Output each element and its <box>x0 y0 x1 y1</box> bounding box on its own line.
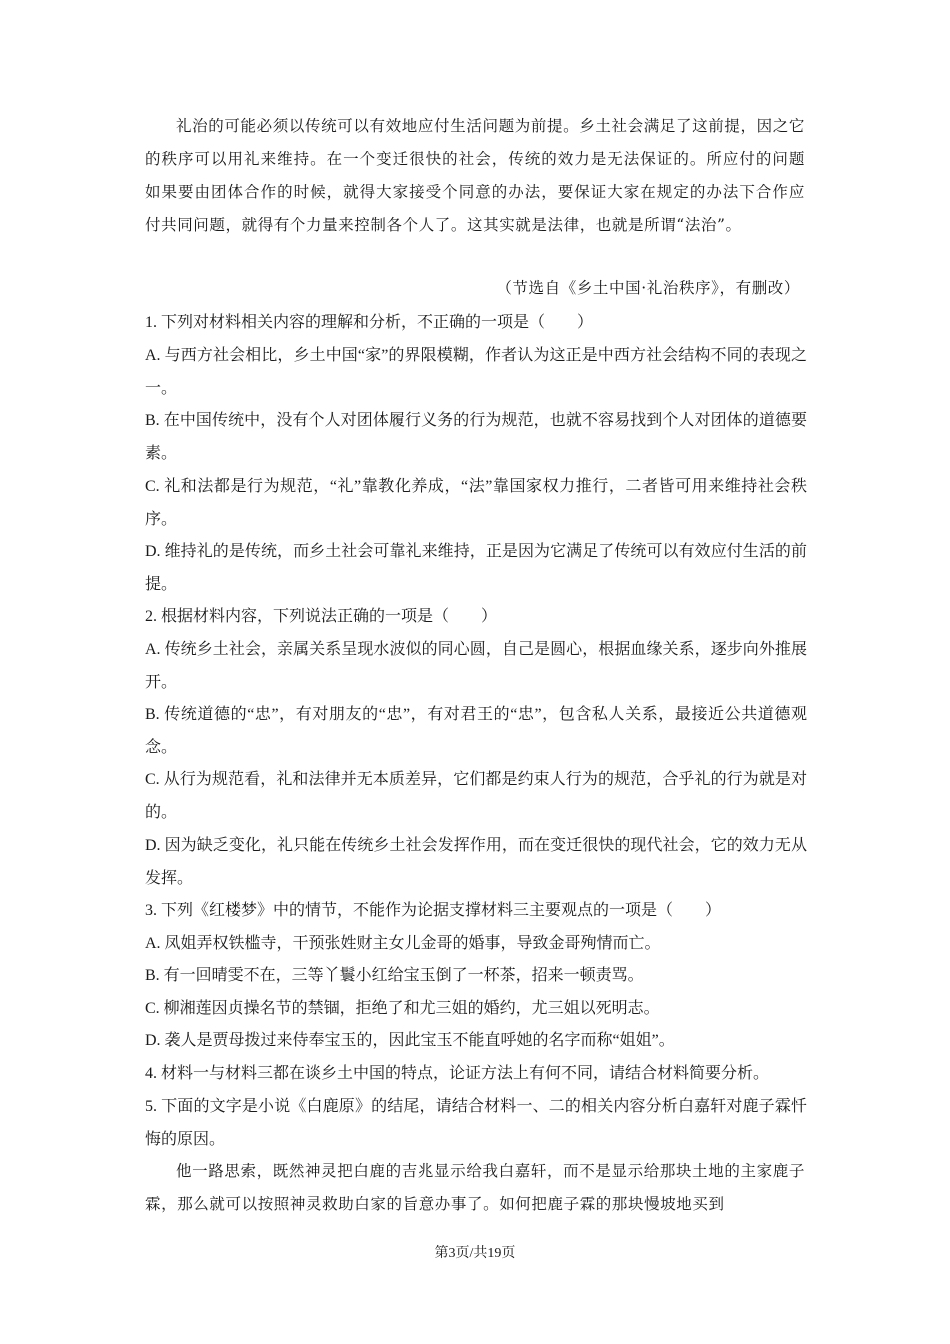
question-3-option-c: C. 柳湘莲因贞操名节的禁锢，拒绝了和尤三姐的婚约，尤三姐以死明志。 <box>145 1000 660 1017</box>
page-footer: 第3页/共19页 <box>434 1246 516 1261</box>
question-4-stem: 4. 材料一与材料三都在谈乡土中国的特点，论证方法上有何不同，请结合材料简要分析。 <box>145 1065 770 1082</box>
question-3-option-b: B. 有一回晴雯不在，三等丫鬟小红给宝玉倒了一杯茶，招来一顿责骂。 <box>145 967 644 984</box>
question-1-option-a: A. 与西方社会相比，乡土中国“家”的界限模糊，作者认为这正是中西方社会结构不同的表现之一。 <box>145 347 807 397</box>
question-2-option-c: C. 从行为规范看，礼和法律并无本质差异，它们都是约束人行为的规范，合乎礼的行为就是对的。 <box>145 771 807 821</box>
question-3-stem: 3. 下列《红楼梦》中的情节，不能作为论据支撑材料三主要观点的一项是（ ） <box>145 902 722 919</box>
question-3-option-d: D. 袭人是贾母拨过来侍奉宝玉的，因此宝玉不能直呼她的名字而称“姐姐”。 <box>145 1032 675 1049</box>
question-3-option-a: A. 凤姐弄权铁槛寺，干预张姓财主女儿金哥的婚事，导致金哥殉情而亡。 <box>145 935 661 952</box>
question-5-stem: 5. 下面的文字是小说《白鹿原》的结尾，请结合材料一、二的相关内容分析白嘉轩对鹿子霖忏悔的原因。 <box>145 1098 807 1148</box>
question-1-option-c: C. 礼和法都是行为规范，“礼”靠教化养成，“法”靠国家权力推行，二者皆可用来维持社会秩序。 <box>145 478 807 528</box>
question-2-stem: 2. 根据材料内容，下列说法正确的一项是（ ） <box>145 608 498 625</box>
passage-paragraph-bottom: 他一路思索，既然神灵把白鹿的吉兆显示给我白嘉轩，而不是显示给那块土地的主家鹿子霖，那么就可以按照神灵救助白家的旨意办事了。如何把鹿子霖的那块慢坡地买到 <box>145 1162 805 1213</box>
question-2-option-d: D. 因为缺乏变化，礼只能在传统乡土社会发挥作用，而在变迁很快的现代社会，它的效力无从发挥。 <box>145 837 807 887</box>
source-note: （节选自《乡土中国·礼治秩序》，有删改） <box>496 279 800 297</box>
question-1-option-d: D. 维持礼的是传统，而乡土社会可靠礼来维持，正是因为它满足了传统可以有效应付生活的前提。 <box>145 543 807 593</box>
question-2-option-a: A. 传统乡土社会，亲属关系呈现水波似的同心圆，自己是圆心，根据血缘关系，逐步向外推展开。 <box>145 641 807 691</box>
question-1-stem: 1. 下列对材料相关内容的理解和分析，不正确的一项是（ ） <box>145 314 594 331</box>
passage-paragraph-top: 礼治的可能必须以传统可以有效地应付生活问题为前提。乡土社会满足了这前提，因之它的秩序可以用礼来维持。在一个变迁很快的社会，传统的效力是无法保证的。所应付的问题如果要由团体合作的时候，就得大家接受个同意的办法，要保证大家在规定的办法下合作应付共同问题，就得有个力量来控制各个人了。这其实就是法律，也就是所谓“法治”。 <box>145 117 805 234</box>
question-1-option-b: B. 在中国传统中，没有个人对团体履行义务的行为规范，也就不容易找到个人对团体的道德要素。 <box>145 412 807 462</box>
question-2-option-b: B. 传统道德的“忠”，有对朋友的“忠”，有对君王的“忠”，包含私人关系，最接近公共道德观念。 <box>145 706 807 756</box>
